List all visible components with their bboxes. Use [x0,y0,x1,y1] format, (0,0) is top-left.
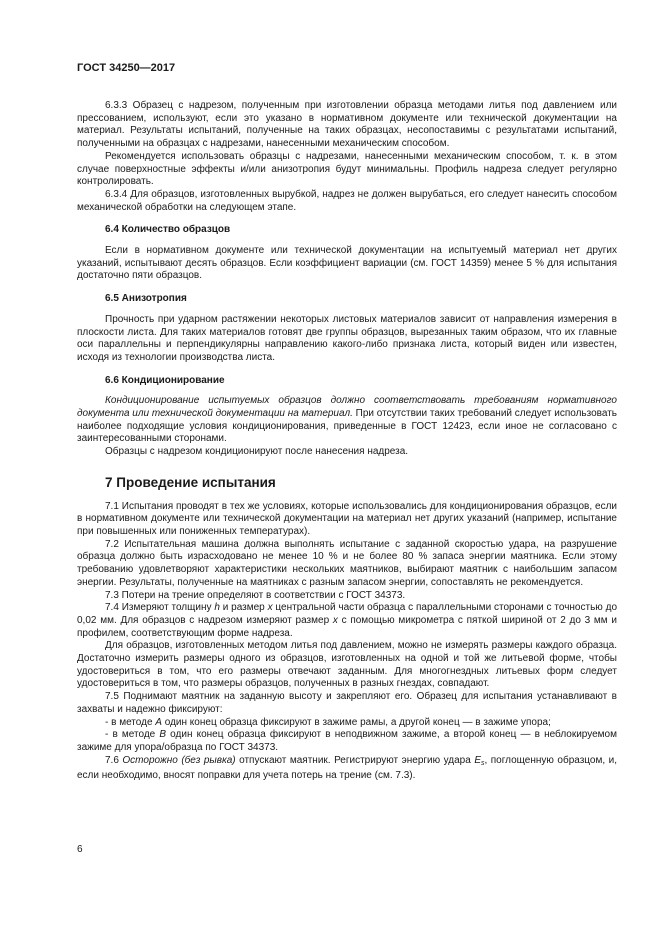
text-span: - в методе [105,716,156,728]
text-span: один конец образца фиксируют в неподвижном зажиме, а второй конец — в неблокируемом зажиме для упора/образца по ГОСТ 34373. [77,729,617,753]
paragraph-6-6 [77,395,617,446]
chapter-heading-7: 7 Проведение испытания [105,474,276,490]
section-heading-6-4: 6.4 Количество образцов [105,224,231,236]
caution-italic: Осторожно (без рывка) [122,754,236,766]
symbol-x: x [332,614,338,626]
paragraph-7-1: 7.1 Испытания проводят в тех же условиях, которые использовались для кондиционирования образцов, если в нормативном документе или технической документации на материал нет других указаний (например, испытание при повышенных или пониженных температурах). [77,500,617,537]
text-span: с помощью микрометра с пяткой шириной от 2 до 3 мм и профилем, соответствующим форме надреза. [77,614,617,639]
symbol-h: h [214,602,220,614]
text-span: и размер [219,602,268,614]
paragraph-6-3-4: 6.3.4 Для образцов, изготовленных вырубкой, надрез не должен вырубаться, его следует нанесить способом механической обработки на следующем этапе. [77,188,617,213]
list-item-method-b [77,729,617,754]
paragraph-7-3: 7.3 Потери на трение определяют в соответствии с ГОСТ 34373. [105,589,406,601]
paragraph-recommendation: Рекомендуется использовать образцы с надрезами, нанесенными механическим способом, т. к. в этом случае поверхностные эффекты и/или анизотропия будут минимальны. Профиль надреза следует регулярно контролировать. [77,150,617,188]
symbol-e: E [474,754,481,766]
text-span: центральной части образца с параллельными сторонами с точностью до 0,02 мм. Для образцов с надрезом измеряют размер [77,602,618,626]
method-a-label: А [155,716,162,728]
section-heading-6-6: 6.6 Кондиционирование [105,374,225,386]
page-number: 6 [77,844,83,855]
paragraph-6-5: Прочность при ударном растяжении некоторых листовых материалов зависит от направления измерения в плоскости листа. Для таких материалов готовят две группы образцов, вырезанных таким образом, что их главные оси параллельны и перпендикулярны направлению какого-либо признака листа, который виден или известен, исходя из технологии производства листа. [77,313,617,363]
paragraph-6-3-3: 6.3.3 Образец с надрезом, полученным при изготовлении образца методами литья под давлением или прессованием, используют, если это указано в нормативном документе или технической документации на материал. Результаты испытаний, полученные на таких образцах, несопоставимы с результатами испытаний, полученными на образцах с надрезами, нанесенными механическим способом. [77,100,617,150]
text-span: один конец образца фиксируют в зажиме рамы, а другой конец — в зажиме упора; [161,716,551,728]
symbol-x: x [267,602,273,614]
document-header: ГОСТ 34250—2017 [77,62,176,74]
page-content [77,100,617,783]
text-span: отпускают маятник. Регистрируют энергию удара [235,754,475,766]
paragraph-7-4 [77,602,617,640]
method-b-label: В [159,729,167,741]
paragraph-7-5: 7.5 Поднимают маятник на заданную высоту и закрепляют его. Образец для испытания устанавливают в захваты и надежно фиксируют: [77,691,617,715]
list-item-method-a [77,717,617,730]
paragraph-7-6 [77,755,617,783]
section-heading-6-5: 6.5 Анизотропия [105,293,187,305]
paragraph-7-2: 7.2 Испытательная машина должна выполнять испытание с заданной скоростью удара, на разрушение образца должно быть израсходовано не менее 10 % и не более 80 % запаса энергии маятника. Если этому требованию удовлетворяют характеристики нескольких маятников, выбирают маятник с наибольшим запасом энергии. Результаты, полученные на маятниках с разным запасом энергии, сопоставлять не рекомендуется. [77,538,617,588]
paragraph-7-4-cast: Для образцов, изготовленных методом литья под давлением, можно не измерять размеры каждого образца. Достаточно измерить размеры одного из образцов, изготовленных на одной и той же литьевой форме, чтобы удостовериться в том, что его размеры отвечают заданным. Для многогнездных литьевых форм следует удостовериться в том, что размеры образцов, полученных в разных гнездах, совпадают. [77,640,617,690]
paragraph-6-4: Если в нормативном документе или технической документации на испытуемый материал нет других указаний, испытывают десять образцов. Если коэффициент вариации (см. ГОСТ 14359) менее 5 % для испытания достаточно пяти образцов. [77,245,617,282]
conditioning-requirement-rest: При отсутствии таких требований следует использовать наиболее подходящие условия кондиционирования, приведенные в ГОСТ 12423, если иное не согласовано с заинтересованными сторонами. [77,408,618,445]
conditioning-requirement-italic: Кондиционирование испытуемых образцов должно соответствовать требованиям нормативного документа или технической документации на материал. [77,395,617,420]
text-span: 7.6 [105,754,123,766]
text-span: , поглощенную образцом, и, если необходимо, вносят поправки для учета потерь на трение (см. 7.3). [77,754,617,782]
text-span: - в методе [105,729,160,741]
symbol-e-subscript: s [480,759,485,767]
text-span: 7.4 Измеряют толщину [105,602,215,614]
paragraph-6-6-notched: Образцы с надрезом кондиционируют после нанесения надреза. [105,446,409,458]
